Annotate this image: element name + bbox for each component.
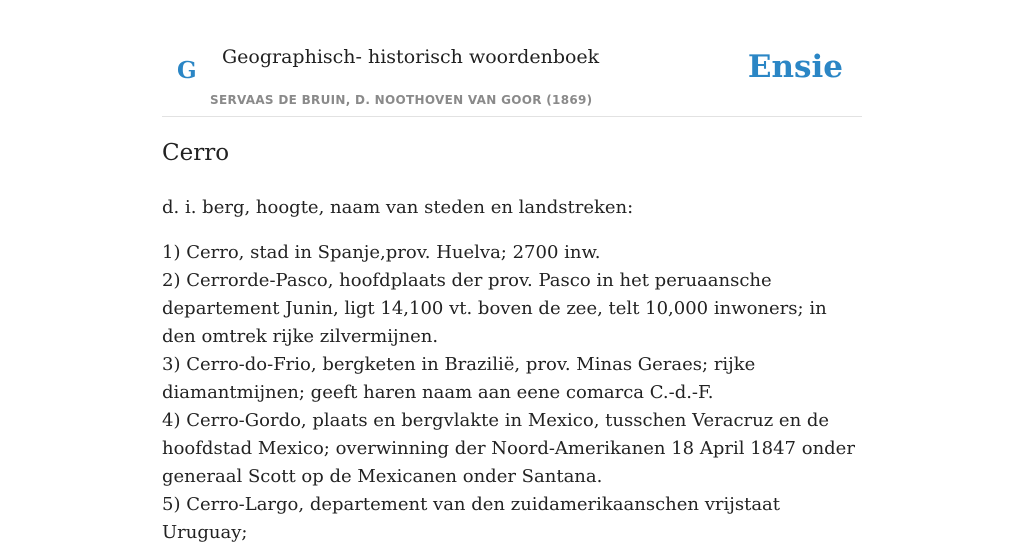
book-authors: SERVAAS DE BRUIN, D. NOOTHOVEN VAN GOOR (1869): [210, 93, 593, 107]
letter-badge[interactable]: G: [177, 57, 197, 84]
ensie-logo[interactable]: Ensie: [747, 49, 843, 85]
entry-item: 3) Cerro-do-Frio, bergketen in Brazilië, prov. Minas Geraes; rijke diamantmijnen; geeft haren naam aan eene comarca C.-d.-F.: [162, 354, 756, 403]
book-title[interactable]: Geographisch- historisch woordenboek: [222, 46, 600, 68]
entry-items: [162, 239, 862, 547]
header: [162, 0, 862, 117]
entry-item: 1) Cerro, stad in Spanje,prov. Huelva; 2700 inw.: [162, 242, 601, 263]
entry-intro: d. i. berg, hoogte, naam van steden en landstreken:: [162, 197, 634, 218]
entry-item: 5) Cerro-Largo, departement van den zuidamerikaanschen vrijstaat Uruguay;: [162, 494, 781, 543]
page: [162, 0, 862, 543]
entry-item: 4) Cerro-Gordo, plaats en bergvlakte in Mexico, tusschen Veracruz en de hoofdstad Mexico; overwinning der Noord-Amerikanen 18 April 1847 onder generaal Scott op de Mexicanen onder Santana.: [162, 410, 855, 487]
entry-item: 2) Cerrorde-Pasco, hoofdplaats der prov. Pasco in het peruaansche departement Junin, ligt 14,100 vt. boven de zee, telt 10,000 inwoners; in den omtrek rijke zilvermijnen.: [162, 270, 827, 347]
entry-title: Cerro: [162, 140, 230, 166]
